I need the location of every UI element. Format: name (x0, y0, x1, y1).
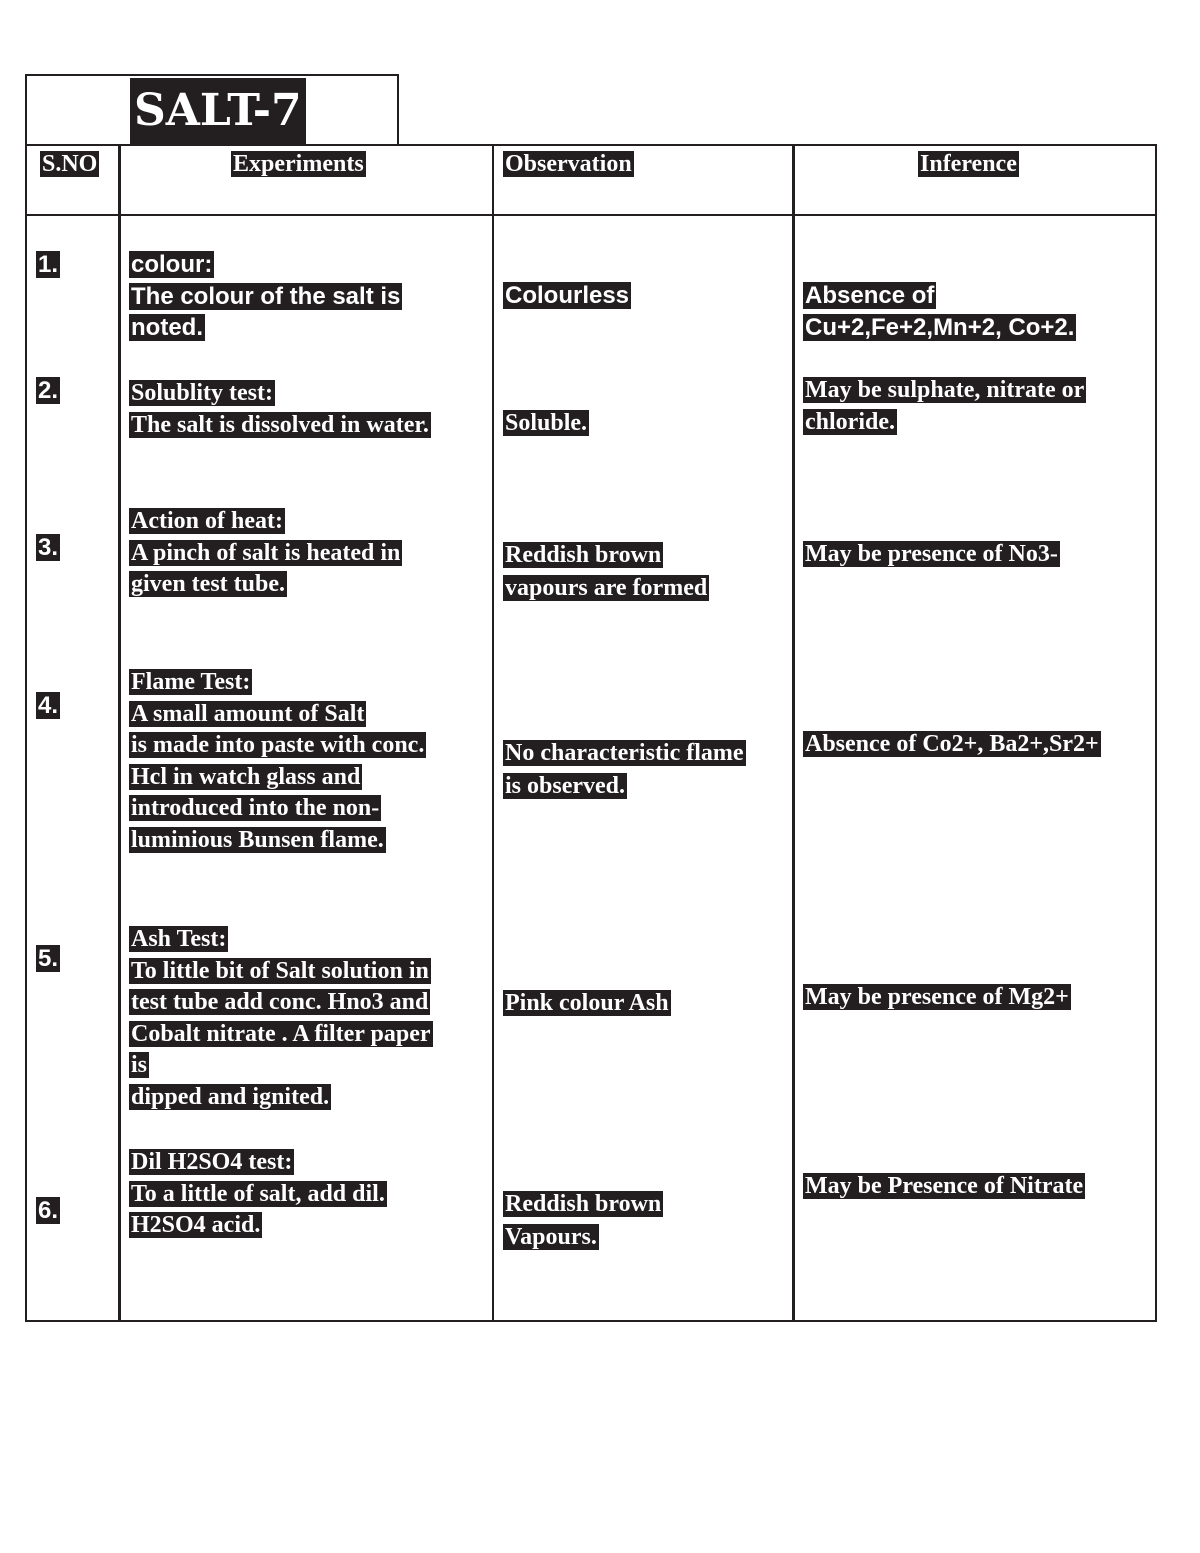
page-title: SALT-7 (130, 78, 306, 144)
row-2-sno: 2. (38, 377, 59, 404)
header-observation: Observation (505, 151, 632, 177)
row-5-observation: Pink colour Ash (505, 990, 669, 1016)
row-4-sno: 4. (38, 692, 59, 719)
header-sno: S.NO (42, 151, 98, 177)
column-divider-experiments (492, 144, 494, 1322)
column-divider-observation (792, 144, 795, 1322)
row-5-sno: 5. (38, 945, 59, 972)
experiment-title: Solublity test: (131, 380, 274, 406)
row-6-experiment: Dil H2SO4 test: To a little of salt, add dil. H2SO4 acid. (131, 1149, 385, 1238)
row-3-inference: May be presence of No3- (805, 541, 1058, 567)
row-2-observation: Soluble. (505, 410, 588, 436)
row-1-experiment: colour: The colour of the salt is noted. (131, 251, 401, 341)
row-6-sno: 6. (38, 1197, 59, 1224)
row-1-inference: Absence of Cu+2,Fe+2,Mn+2, Co+2. (805, 282, 1075, 341)
title-box (25, 74, 399, 144)
row-5-inference: May be presence of Mg2+ (805, 984, 1069, 1010)
row-2-experiment: Solublity test: The salt is dissolved in water. (131, 380, 429, 438)
row-6-inference: May be Presence of Nitrate (805, 1173, 1084, 1199)
row-3-experiment: Action of heat: A pinch of salt is heated in given test tube. (131, 508, 401, 597)
experiment-title: Dil H2SO4 test: (131, 1149, 293, 1175)
table-top-border (25, 144, 1157, 146)
header-bottom-border (25, 214, 1157, 216)
experiment-title: Action of heat: (131, 508, 283, 534)
header-inference: Inference (920, 151, 1017, 177)
row-6-observation: Reddish brown Vapours. (505, 1191, 662, 1250)
row-2-inference: May be sulphate, nitrate or chloride. (805, 377, 1085, 435)
table-right-border (1155, 144, 1157, 1322)
table-bottom-border (25, 1320, 1157, 1322)
table-left-border (25, 144, 27, 1322)
row-3-sno: 3. (38, 534, 59, 561)
row-5-experiment: Ash Test: To little bit of Salt solution in test tube add conc. Hno3 and Cobalt nitrate . A filter paper is dipped and ignited. (131, 926, 431, 1110)
row-4-inference: Absence of Co2+, Ba2+,Sr2+ (805, 731, 1099, 757)
row-1-sno: 1. (38, 251, 59, 278)
row-4-observation: No characteristic flame is observed. (505, 740, 744, 799)
row-3-observation: Reddish brown vapours are formed (505, 542, 708, 601)
experiment-title: Flame Test: (131, 669, 251, 695)
column-divider-sno (118, 144, 121, 1322)
header-experiments: Experiments (233, 151, 364, 177)
experiment-title: Ash Test: (131, 926, 227, 952)
row-1-observation: Colourless (505, 282, 630, 309)
row-4-experiment: Flame Test: A small amount of Salt is made into paste with conc. Hcl in watch glass and introduced into the non- luminious Bunsen flame. (131, 669, 425, 853)
experiment-title: colour: (131, 251, 213, 278)
